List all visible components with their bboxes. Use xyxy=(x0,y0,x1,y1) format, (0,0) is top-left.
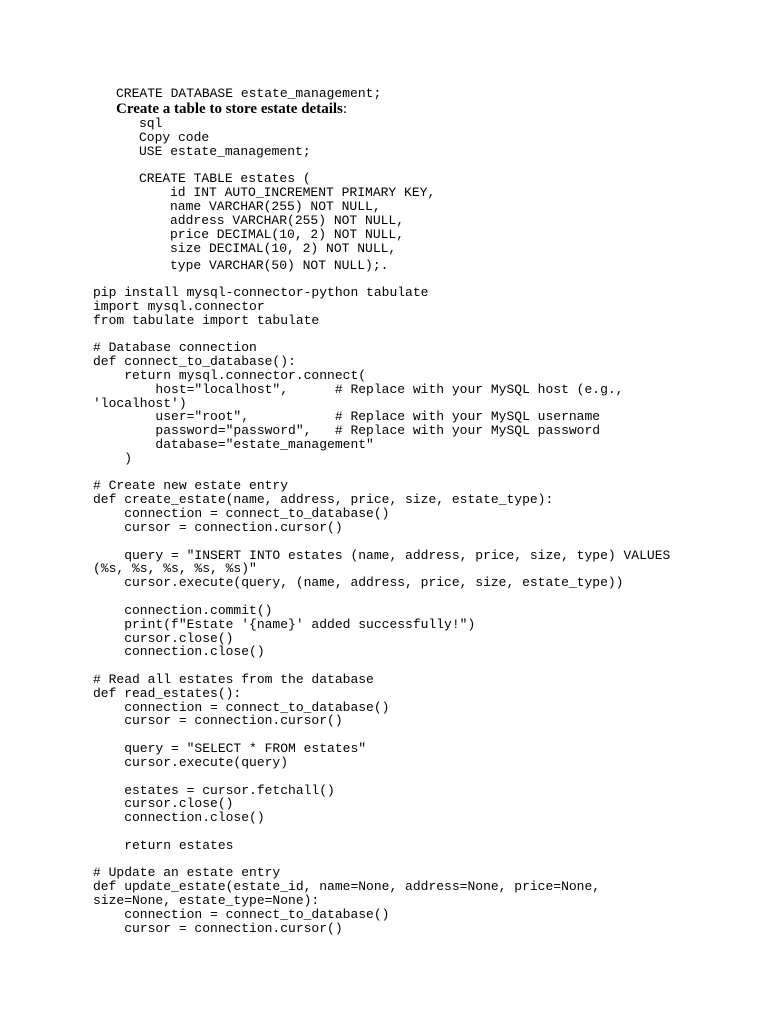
code-line: cursor.execute(query, (name, address, price, size, estate_type)) xyxy=(93,575,624,590)
code-line: size=None, estate_type=None): xyxy=(93,893,320,908)
code-line: def read_estates(): xyxy=(93,686,242,701)
sql-column-name: name VARCHAR(255) NOT NULL, xyxy=(170,199,381,214)
code-line: database="estate_management" xyxy=(93,437,374,452)
code-line: (%s, %s, %s, %s, %s)" xyxy=(93,561,257,576)
code-line: pip install mysql-connector-python tabulate xyxy=(93,285,429,300)
code-line: cursor = connection.cursor() xyxy=(93,713,343,728)
sql-column-address: address VARCHAR(255) NOT NULL, xyxy=(170,213,405,228)
code-line: 'localhost') xyxy=(93,396,187,411)
sql-column-price: price DECIMAL(10, 2) NOT NULL, xyxy=(170,227,405,242)
code-line: connection.close() xyxy=(93,644,265,659)
section-heading-colon: : xyxy=(342,101,348,117)
code-line: return estates xyxy=(93,838,234,853)
sql-column-size: size DECIMAL(10, 2) NOT NULL, xyxy=(170,241,397,256)
code-line: print(f"Estate '{name}' added successfully!") xyxy=(93,617,476,632)
code-line: password="password", # Replace with your MySQL password xyxy=(93,423,601,438)
code-line: ) xyxy=(93,451,133,466)
code-line: return mysql.connector.connect( xyxy=(93,368,367,383)
code-line: connection = connect_to_database() xyxy=(93,907,390,922)
code-line: connection = connect_to_database() xyxy=(93,506,390,521)
code-line: cursor.execute(query) xyxy=(93,755,289,770)
code-line: import mysql.connector xyxy=(93,299,265,314)
code-line: # Database connection xyxy=(93,340,257,355)
code-line: query = "SELECT * FROM estates" xyxy=(93,741,367,756)
code-line: def update_estate(estate_id, name=None, address=None, price=None, xyxy=(93,879,601,894)
code-language-label: sql xyxy=(139,116,163,131)
sql-use-database: USE estate_management; xyxy=(139,144,311,159)
sql-create-table: CREATE TABLE estates ( xyxy=(139,171,311,186)
code-line: connection = connect_to_database() xyxy=(93,700,390,715)
sql-column-type: type VARCHAR(50) NOT NULL);. xyxy=(170,258,389,273)
sql-column-id: id INT AUTO_INCREMENT PRIMARY KEY, xyxy=(170,185,436,200)
code-line: cursor = connection.cursor() xyxy=(93,921,343,936)
section-heading-text: Create a table to store estate details xyxy=(116,101,343,117)
code-line: cursor.close() xyxy=(93,631,234,646)
code-line: host="localhost", # Replace with your MySQL host (e.g., xyxy=(93,382,624,397)
code-line: query = "INSERT INTO estates (name, address, price, size, type) VALUES xyxy=(93,548,671,563)
code-line: # Read all estates from the database xyxy=(93,672,374,687)
code-line: def connect_to_database(): xyxy=(93,354,296,369)
code-line: # Update an estate entry xyxy=(93,865,281,880)
code-line: estates = cursor.fetchall() xyxy=(93,783,335,798)
sql-create-database: CREATE DATABASE estate_management; xyxy=(116,86,382,101)
code-line: cursor = connection.cursor() xyxy=(93,520,343,535)
code-line: from tabulate import tabulate xyxy=(93,313,320,328)
code-line: connection.commit() xyxy=(93,603,273,618)
code-line: # Create new estate entry xyxy=(93,478,289,493)
code-line: user="root", # Replace with your MySQL username xyxy=(93,409,601,424)
code-line: def create_estate(name, address, price, size, estate_type): xyxy=(93,492,554,507)
copy-code-label: Copy code xyxy=(139,130,210,145)
code-line: connection.close() xyxy=(93,810,265,825)
code-line: cursor.close() xyxy=(93,796,234,811)
